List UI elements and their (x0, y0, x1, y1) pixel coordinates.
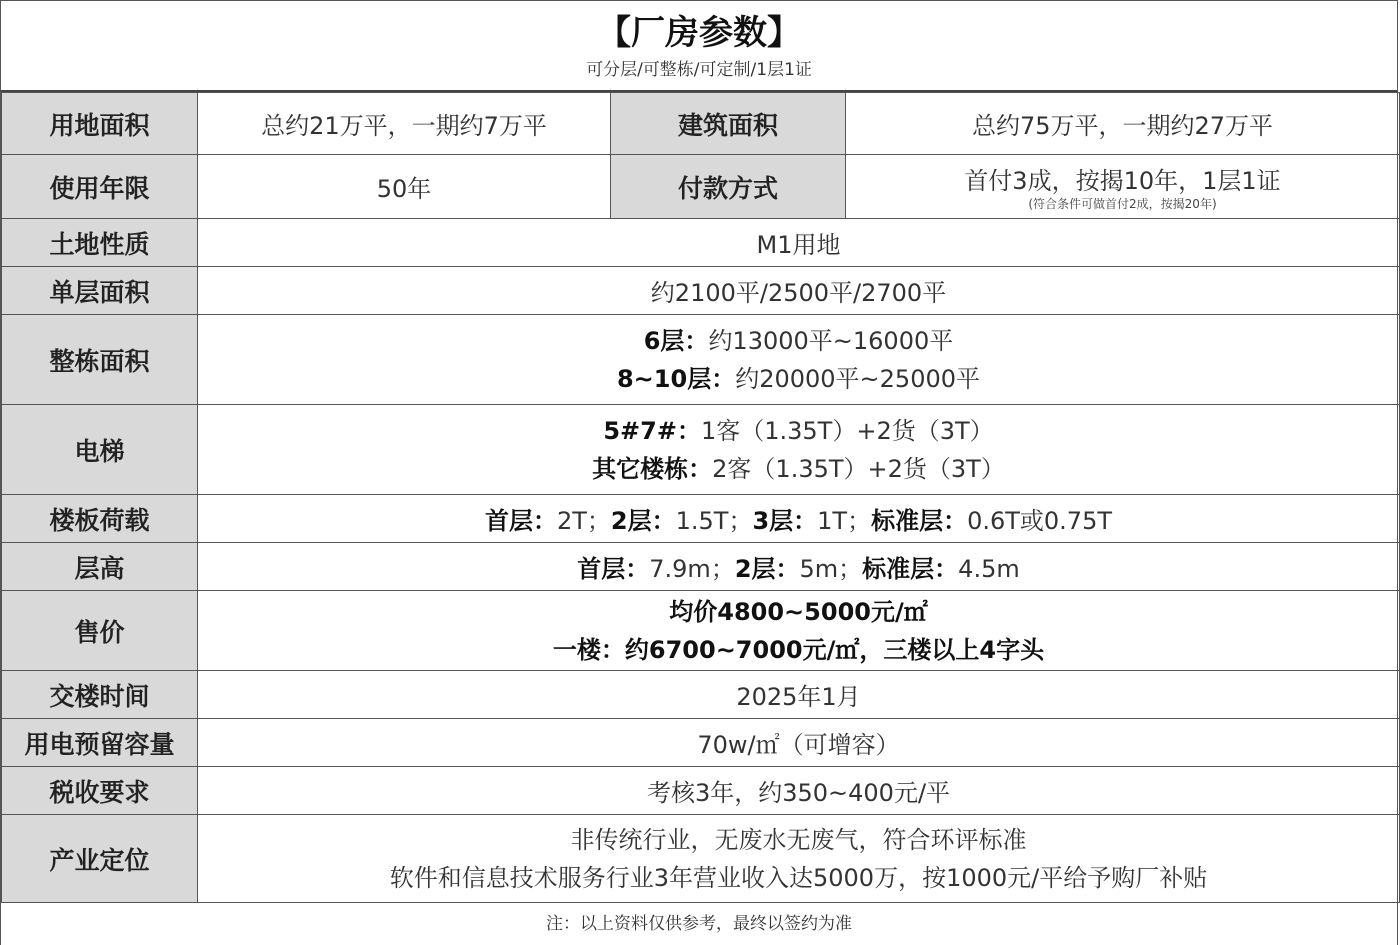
table-row (2, 591, 1400, 671)
label-whole-building-area: 整栋面积 (2, 315, 198, 405)
label-floor-load: 楼板荷载 (2, 495, 198, 543)
table-row (2, 405, 1400, 495)
table-row (2, 495, 1400, 543)
table-row (2, 155, 1400, 219)
label-delivery: 交楼时间 (2, 671, 198, 719)
label-payment: 付款方式 (611, 155, 846, 219)
industry-line-1: 非传统行业，无废水无废气，符合环评标准 (570, 825, 1027, 854)
title-block (1, 0, 1397, 92)
value-building-area: 总约75万平，一期约27万平 (846, 93, 1400, 155)
value-land-nature: M1用地 (198, 219, 1400, 267)
value-industry (198, 815, 1400, 903)
value-term: 50年 (198, 155, 611, 219)
value-floor-height: 首层：7.9m；2层：5m；标准层：4.5m (198, 543, 1400, 591)
elevator-line-2: 其它楼栋：2客（1.35T）+2货（3T） (592, 454, 1005, 483)
footer-note: 注：以上资料仅供参考，最终以签约为准 (546, 914, 852, 934)
value-floor-area: 约2100平/2500平/2700平 (198, 267, 1400, 315)
value-power: 70w/㎡（可增容） (198, 719, 1400, 767)
label-industry: 产业定位 (2, 815, 198, 903)
label-tax: 税收要求 (2, 767, 198, 815)
elevator-line-1: 5#7#：1客（1.35T）+2货（3T） (603, 416, 994, 445)
label-building-area: 建筑面积 (611, 93, 846, 155)
value-price (198, 591, 1400, 671)
page-title: 【厂房参数】 (597, 13, 801, 53)
value-whole-building-area (198, 315, 1400, 405)
table-row (2, 267, 1400, 315)
label-elevator: 电梯 (2, 405, 198, 495)
value-floor-load: 首层：2T；2层：1.5T；3层：1T；标准层：0.6T或0.75T (198, 495, 1400, 543)
table-row (2, 93, 1400, 155)
payment-note: (符合条件可做首付2成，按揭20年) (1028, 197, 1217, 211)
building-area-line-1: 6层：约13000平~16000平 (643, 326, 954, 355)
building-area-line-2: 8~10层：约20000平~25000平 (616, 364, 981, 393)
page-subtitle: 可分层/可整栋/可定制/1层1证 (586, 60, 812, 80)
value-land-area: 总约21万平，一期约7万平 (198, 93, 611, 155)
table-row (2, 315, 1400, 405)
price-line-2: 一楼：约6700~7000元/㎡，三楼以上4字头 (552, 635, 1045, 664)
label-term: 使用年限 (2, 155, 198, 219)
value-payment (846, 155, 1400, 219)
table-row (2, 543, 1400, 591)
table-row (2, 671, 1400, 719)
label-power: 用电预留容量 (2, 719, 198, 767)
value-elevator (198, 405, 1400, 495)
price-line-1: 均价4800~5000元/㎡ (669, 597, 928, 626)
label-floor-height: 层高 (2, 543, 198, 591)
table-row (2, 219, 1400, 267)
spec-table (1, 92, 1400, 903)
industry-line-2: 软件和信息技术服务行业3年营业收入达5000万，按1000元/平给予购厂补贴 (389, 863, 1208, 892)
value-tax: 考核3年，约350~400元/平 (198, 767, 1400, 815)
payment-main: 首付3成，按揭10年，1层1证 (964, 167, 1281, 195)
label-land-area: 用地面积 (2, 93, 198, 155)
value-delivery: 2025年1月 (198, 671, 1400, 719)
table-row (2, 815, 1400, 903)
label-price: 售价 (2, 591, 198, 671)
label-land-nature: 土地性质 (2, 219, 198, 267)
table-row (2, 767, 1400, 815)
table-row (2, 719, 1400, 767)
label-floor-area: 单层面积 (2, 267, 198, 315)
